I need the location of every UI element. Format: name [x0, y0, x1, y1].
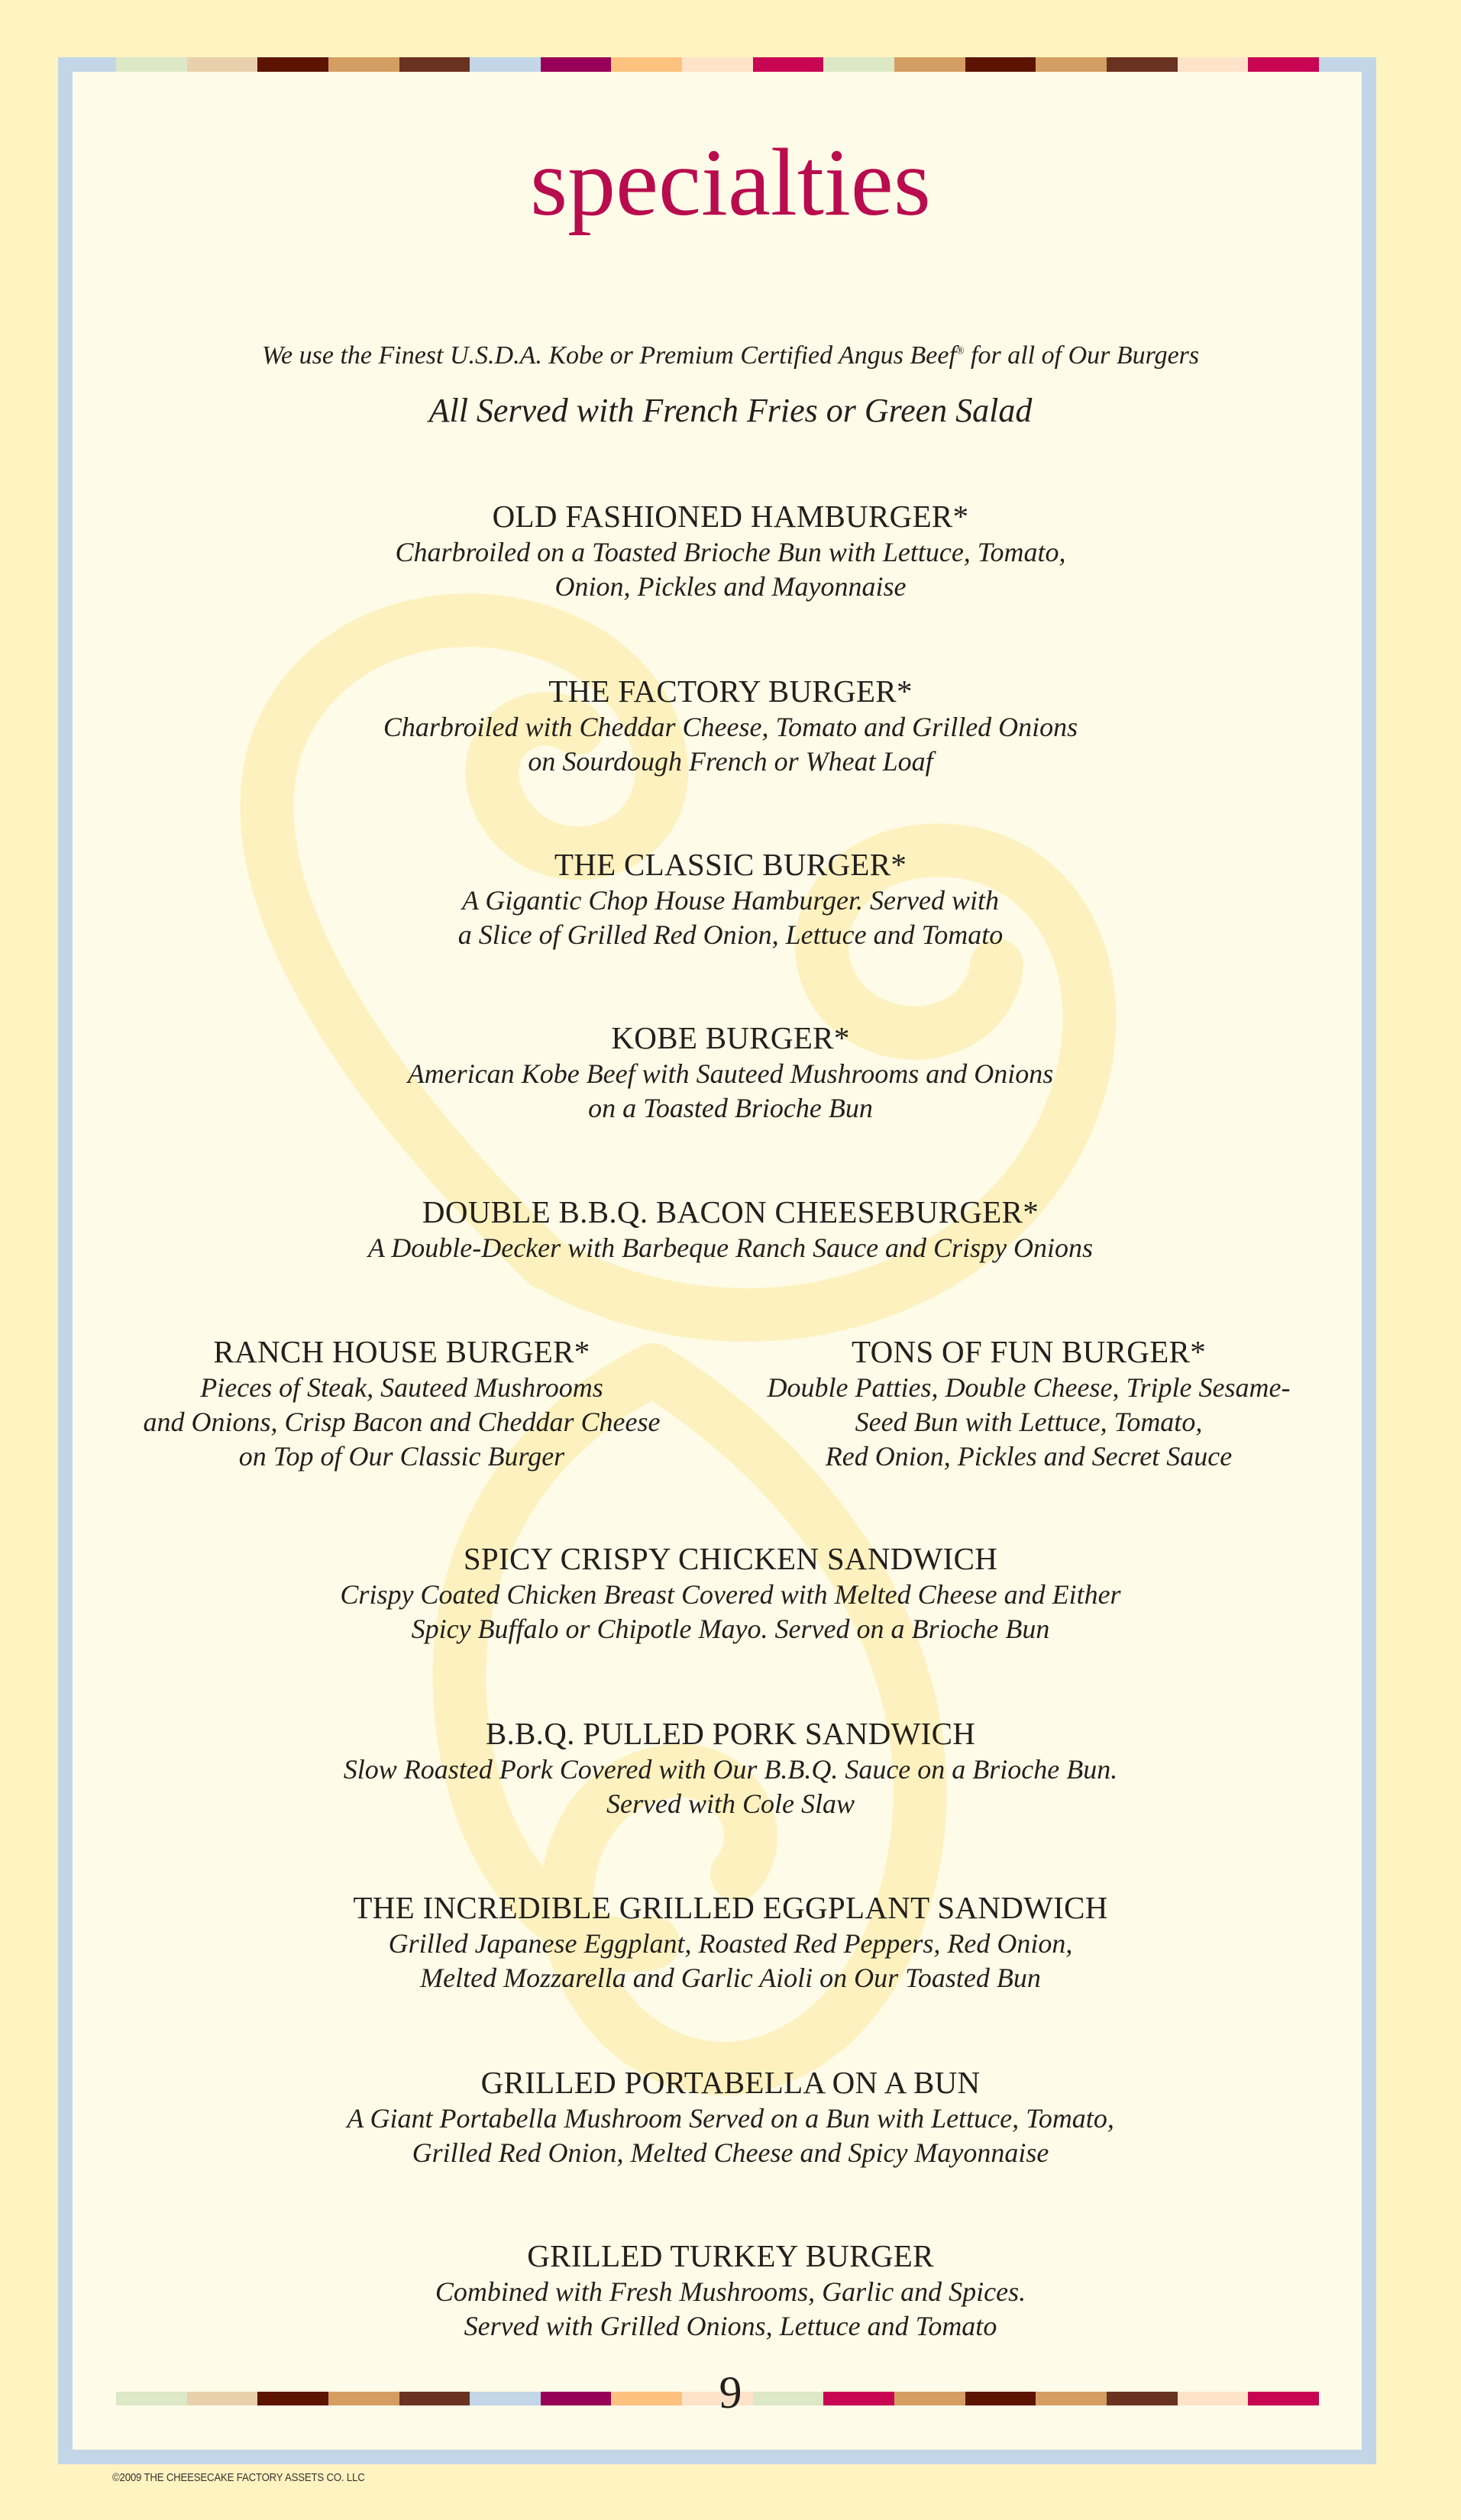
menu-item-description: Double Patties, Double Cheese, Triple Sesame-	[767, 1372, 1291, 1403]
menu-item-name: THE INCREDIBLE GRILLED EGGPLANT SANDWICH	[353, 1890, 1108, 1925]
menu-item-name: B.B.Q. PULLED PORK SANDWICH	[485, 1716, 976, 1751]
copyright-notice: ©2009 THE CHEESECAKE FACTORY ASSETS CO. LLC	[112, 2471, 365, 2484]
menu-item-description: Slow Roasted Pork Covered with Our B.B.Q. Sauce on a Brioche Bun.	[343, 1754, 1118, 1785]
menu-item-description: Charbroiled with Cheddar Cheese, Tomato and Grilled Onions	[383, 712, 1078, 742]
page-number: 9	[719, 2367, 742, 2418]
stripe-block	[328, 57, 399, 72]
stripe-block	[257, 57, 328, 72]
stripe-block	[682, 57, 753, 72]
menu-item-description: Pieces of Steak, Sauteed Mushrooms	[200, 1372, 603, 1403]
menu-item-description: a Slice of Grilled Red Onion, Lettuce and Tomato	[457, 919, 1004, 950]
top-color-stripe	[116, 57, 1319, 72]
intro-beef-text: We use the Finest U.S.D.A. Kobe or Premium Certified Angus Beef	[261, 341, 956, 370]
stripe-block	[1178, 57, 1249, 72]
stripe-block	[611, 57, 682, 72]
menu-item-description: American Kobe Beef with Sauteed Mushrooms and Onions	[407, 1058, 1054, 1089]
intro-beef-note	[0, 341, 1461, 370]
menu-item-name: THE CLASSIC BURGER*	[554, 847, 907, 882]
stripe-block	[1248, 57, 1319, 72]
menu-item-name: KOBE BURGER*	[611, 1020, 850, 1055]
menu-item-description: A Double-Decker with Barbeque Ranch Sauce and Crispy Onions	[367, 1233, 1094, 1263]
menu-item-description: Melted Mozzarella and Garlic Aioli on Our Toasted Bun	[420, 1963, 1041, 1993]
page-title: specialties	[530, 130, 931, 236]
menu-item-description: Spicy Buffalo or Chipotle Mayo. Served on a Brioche Bun	[411, 1614, 1050, 1644]
registered-mark: ®	[955, 345, 965, 357]
stripe-block	[753, 57, 824, 72]
intro-sides-note: All Served with French Fries or Green Salad	[428, 392, 1033, 429]
stripe-block	[470, 57, 541, 72]
menu-item-name: TONS OF FUN BURGER*	[851, 1334, 1206, 1369]
menu-item-name: RANCH HOUSE BURGER*	[213, 1334, 590, 1369]
menu-item-description: and Onions, Crisp Bacon and Cheddar Cheese	[143, 1407, 661, 1437]
menu-item-description: Seed Bun with Lettuce, Tomato,	[855, 1407, 1203, 1437]
menu-item-description: Served with Grilled Onions, Lettuce and Tomato	[464, 2311, 997, 2341]
stripe-block	[823, 57, 894, 72]
stripe-block	[399, 57, 470, 72]
menu-item-description: on a Toasted Brioche Bun	[588, 1093, 873, 1123]
stripe-block	[187, 57, 258, 72]
menu-item-description: on Top of Our Classic Burger	[238, 1441, 565, 1472]
menu-item-description: on Sourdough French or Wheat Loaf	[528, 746, 933, 777]
stripe-block	[894, 57, 965, 72]
menu-item-description: A Gigantic Chop House Hamburger. Served with	[462, 885, 999, 916]
stripe-block	[1036, 57, 1107, 72]
menu-item-name: THE FACTORY BURGER*	[548, 674, 913, 709]
menu-item-description: Served with Cole Slaw	[606, 1788, 855, 1819]
menu-item-description: A Giant Portabella Mushroom Served on a Bun with Lettuce, Tomato,	[347, 2103, 1114, 2134]
stripe-block	[965, 57, 1036, 72]
intro-beef-text-end: for all of Our Burgers	[964, 341, 1200, 370]
menu-item-description: Grilled Japanese Eggplant, Roasted Red Peppers, Red Onion,	[388, 1928, 1073, 1959]
menu-item-name: GRILLED TURKEY BURGER	[527, 2238, 934, 2273]
menu-item-description: Onion, Pickles and Mayonnaise	[554, 571, 907, 602]
menu-item-description: Combined with Fresh Mushrooms, Garlic and Spices.	[435, 2276, 1026, 2307]
menu-item-name: DOUBLE B.B.Q. BACON CHEESEBURGER*	[422, 1194, 1039, 1229]
menu-item-description: Crispy Coated Chicken Breast Covered with Melted Cheese and Either	[340, 1579, 1121, 1610]
menu-item-name: OLD FASHIONED HAMBURGER*	[492, 499, 969, 534]
menu-item-name: GRILLED PORTABELLA ON A BUN	[480, 2065, 981, 2100]
menu-item-description: Grilled Red Onion, Melted Cheese and Spicy Mayonnaise	[412, 2137, 1049, 2168]
stripe-block	[541, 57, 612, 72]
menu-item-description: Charbroiled on a Toasted Brioche Bun with Lettuce, Tomato,	[395, 537, 1066, 567]
stripe-block	[1107, 57, 1178, 72]
menu-item-name: SPICY CRISPY CHICKEN SANDWICH	[463, 1541, 998, 1576]
stripe-block	[116, 57, 187, 72]
menu-item-description: Red Onion, Pickles and Secret Sauce	[825, 1441, 1233, 1472]
